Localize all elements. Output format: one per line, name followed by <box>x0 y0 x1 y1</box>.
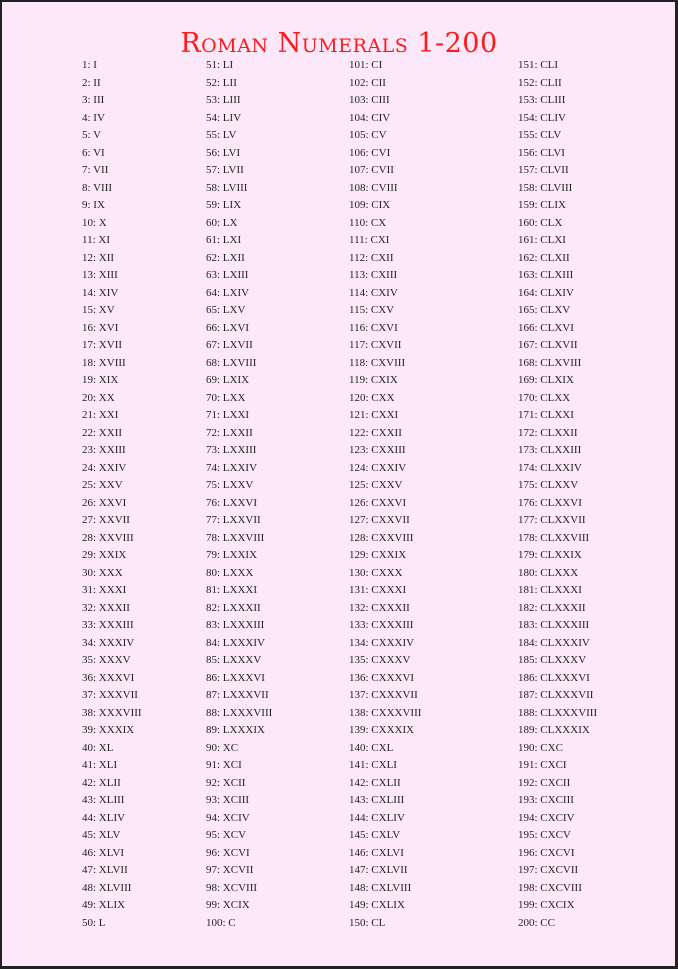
numeral-entry: 187: CLXXXVII <box>518 689 594 701</box>
numeral-entry: 157: CLVII <box>518 164 569 176</box>
numeral-entry: 191: CXCI <box>518 759 567 771</box>
numeral-entry: 17: XVII <box>82 339 123 351</box>
numeral-entry: 47: XLVII <box>82 864 128 876</box>
numeral-entry: 159: CLIX <box>518 199 566 211</box>
numeral-entry: 124: CXXIV <box>349 461 407 474</box>
numeral-entry: 30: XXX <box>82 566 123 579</box>
numeral-entry: 121: CXXI <box>349 409 399 421</box>
numeral-entry: 160: CLX <box>518 216 563 229</box>
numeral-entry: 156: CLVI <box>518 146 565 159</box>
numeral-entry: 119: CXIX <box>349 374 398 386</box>
numeral-entry: 128: CXXVIII <box>349 531 414 544</box>
numeral-entry: 24: XXIV <box>82 461 127 474</box>
numeral-entry: 27: XXVII <box>82 514 130 526</box>
numeral-entry: 105: CV <box>349 129 387 141</box>
numeral-entry: 167: CLXVII <box>518 339 578 351</box>
numeral-entry: 146: CXLVI <box>349 846 404 859</box>
numeral-entry: 99: XCIX <box>206 899 250 911</box>
numeral-entry: 63: LXIII <box>206 269 249 281</box>
numeral-entry: 175: CLXXV <box>518 479 579 491</box>
numeral-entry: 148: CXLVIII <box>349 881 412 894</box>
numeral-entry: 120: CXX <box>349 391 395 404</box>
numeral-entry: 35: XXXV <box>82 654 131 666</box>
numeral-entry: 111: CXI <box>349 234 390 246</box>
numeral-entry: 79: LXXIX <box>206 549 258 561</box>
numeral-entry: 66: LXVI <box>206 321 250 334</box>
numeral-entry: 91: XCI <box>206 759 242 771</box>
numeral-entry: 7: VII <box>82 164 109 176</box>
numeral-entry: 43: XLIII <box>82 794 125 806</box>
numeral-column-151-200 <box>518 57 597 932</box>
numeral-entry: 11: XI <box>82 234 111 246</box>
numeral-entry: 135: CXXXV <box>349 654 411 666</box>
numeral-entry: 178: CLXXVIII <box>518 531 590 544</box>
numeral-entry: 131: CXXXI <box>349 584 407 596</box>
numeral-column-51-100 <box>206 57 272 932</box>
numeral-entry: 8: VIII <box>82 181 113 194</box>
numeral-entry: 26: XXVI <box>82 496 127 509</box>
numeral-entry: 25: XXV <box>82 479 123 491</box>
numeral-entry: 183: CLXXXIII <box>518 619 590 631</box>
numeral-entry: 116: CXVI <box>349 321 398 334</box>
numeral-entry: 72: LXXII <box>206 426 253 439</box>
numeral-entry: 170: CLXX <box>518 391 571 404</box>
numeral-entry: 36: XXXVI <box>82 671 135 684</box>
numeral-entry: 97: XCVII <box>206 864 254 876</box>
numeral-entry: 152: CLII <box>518 76 562 89</box>
numeral-entry: 64: LXIV <box>206 286 250 299</box>
numeral-entry: 20: XX <box>82 391 115 404</box>
numeral-entry: 190: CXC <box>518 741 563 754</box>
numeral-entry: 33: XXXIII <box>82 619 134 631</box>
numeral-entry: 67: LXVII <box>206 339 253 351</box>
numeral-entry: 172: CLXXII <box>518 426 578 439</box>
numeral-entry: 6: VI <box>82 146 105 159</box>
numeral-entry: 169: CLXIX <box>518 374 574 386</box>
numeral-entry: 76: LXXVI <box>206 496 258 509</box>
numeral-entry: 195: CXCV <box>518 829 571 841</box>
numeral-entry: 155: CLV <box>518 129 562 141</box>
numeral-entry: 100: C <box>206 916 236 929</box>
numeral-entry: 118: CXVIII <box>349 356 406 369</box>
numeral-entry: 80: LXXX <box>206 566 254 579</box>
numeral-entry: 59: LIX <box>206 199 242 211</box>
numeral-entry: 84: LXXXIV <box>206 636 265 649</box>
numeral-entry: 142: CXLII <box>349 776 401 789</box>
numeral-entry: 184: CLXXXIV <box>518 636 590 649</box>
numeral-entry: 60: LX <box>206 216 238 229</box>
numeral-entry: 93: XCIII <box>206 794 250 806</box>
numeral-entry: 29: XXIX <box>82 549 127 561</box>
numeral-entry: 77: LXXVII <box>206 514 261 526</box>
numeral-entry: 81: LXXXI <box>206 584 258 596</box>
numeral-entry: 82: LXXXII <box>206 601 261 614</box>
numeral-entry: 165: CLXV <box>518 304 571 316</box>
numeral-entry: 3: III <box>82 94 105 106</box>
numeral-entry: 126: CXXVI <box>349 496 407 509</box>
numeral-entry: 74: LXXIV <box>206 461 258 474</box>
numeral-entry: 176: CLXXVI <box>518 496 582 509</box>
numeral-entry: 49: XLIX <box>82 899 126 911</box>
numeral-column-101-150 <box>349 57 421 932</box>
numeral-entry: 186: CLXXXVI <box>518 671 590 684</box>
numeral-entry: 41: XLI <box>82 759 118 771</box>
numeral-entry: 54: LIV <box>206 111 242 124</box>
numeral-entry: 51: LI <box>206 59 234 71</box>
numeral-entry: 104: CIV <box>349 111 391 124</box>
numeral-entry: 92: XCII <box>206 776 246 789</box>
numeral-entry: 71: LXXI <box>206 409 250 421</box>
numeral-entry: 158: CLVIII <box>518 181 573 194</box>
numeral-entry: 90: XC <box>206 741 239 754</box>
numeral-entry: 193: CXCIII <box>518 794 574 806</box>
numeral-entry: 48: XLVIII <box>82 881 132 894</box>
numeral-entry: 127: CXXVII <box>349 514 410 526</box>
numeral-entry: 5: V <box>82 129 102 141</box>
numeral-entry: 139: CXXXIX <box>349 724 415 736</box>
numeral-entry: 154: CLIV <box>518 111 566 124</box>
numeral-entry: 22: XXII <box>82 426 123 439</box>
numeral-entry: 37: XXXVII <box>82 689 138 701</box>
numeral-entry: 89: LXXXIX <box>206 724 265 736</box>
numeral-entry: 32: XXXII <box>82 601 130 614</box>
numeral-entry: 113: CXIII <box>349 269 398 281</box>
numeral-entry: 53: LIII <box>206 94 241 106</box>
numeral-entry: 56: LVI <box>206 146 241 159</box>
numeral-entry: 109: CIX <box>349 199 391 211</box>
numeral-entry: 15: XV <box>82 304 115 316</box>
numeral-entry: 34: XXXIV <box>82 636 135 649</box>
numeral-entry: 42: XLII <box>82 776 121 789</box>
numeral-entry: 14: XIV <box>82 286 119 299</box>
numeral-entry: 96: XCVI <box>206 846 250 859</box>
numeral-entry: 174: CLXXIV <box>518 461 582 474</box>
numeral-entry: 189: CLXXXIX <box>518 724 590 736</box>
numeral-entry: 171: CLXXI <box>518 409 574 421</box>
numeral-entry: 44: XLIV <box>82 811 126 824</box>
numeral-entry: 58: LVIII <box>206 181 248 194</box>
numeral-entry: 123: CXXIII <box>349 444 406 456</box>
numeral-entry: 31: XXXI <box>82 584 127 596</box>
numeral-entry: 45: XLV <box>82 829 121 841</box>
numeral-entry: 107: CVII <box>349 164 394 176</box>
page-title: Roman Numerals 1-200 <box>180 28 498 60</box>
numeral-entry: 115: CXV <box>349 304 395 316</box>
numeral-entry: 102: CII <box>349 76 386 89</box>
numeral-entry: 95: XCV <box>206 829 247 841</box>
numeral-entry: 1: I <box>82 59 97 71</box>
numeral-entry: 101: CI <box>349 59 383 71</box>
numeral-entry: 62: LXII <box>206 251 245 264</box>
numeral-entry: 23: XXIII <box>82 444 126 456</box>
numeral-entry: 177: CLXXVII <box>518 514 586 526</box>
numeral-entry: 70: LXX <box>206 391 246 404</box>
numeral-entry: 129: CXXIX <box>349 549 407 561</box>
numeral-entry: 78: LXXVIII <box>206 531 265 544</box>
numeral-entry: 88: LXXXVIII <box>206 706 273 719</box>
numeral-entry: 181: CLXXXI <box>518 584 582 596</box>
numeral-entry: 168: CLXVIII <box>518 356 582 369</box>
numeral-entry: 18: XVIII <box>82 356 126 369</box>
numeral-entry: 144: CXLIV <box>349 811 405 824</box>
numeral-entry: 198: CXCVIII <box>518 881 582 894</box>
numeral-entry: 28: XXVIII <box>82 531 134 544</box>
numeral-entry: 137: CXXXVII <box>349 689 418 701</box>
numeral-entry: 114: CXIV <box>349 286 398 299</box>
numeral-entry: 65: LXV <box>206 304 246 316</box>
numeral-entry: 87: LXXXVII <box>206 689 269 701</box>
numeral-entry: 136: CXXXVI <box>349 671 415 684</box>
numeral-entry: 147: CXLVII <box>349 864 408 876</box>
numeral-entry: 122: CXXII <box>349 426 402 439</box>
numeral-entry: 106: CVI <box>349 146 391 159</box>
numeral-entry: 180: CLXXX <box>518 566 579 579</box>
numeral-entry: 173: CLXXIII <box>518 444 582 456</box>
numeral-entry: 39: XXXIX <box>82 724 135 736</box>
numeral-entry: 162: CLXII <box>518 251 570 264</box>
numeral-entry: 200: CC <box>518 916 555 929</box>
numeral-entry: 40: XL <box>82 741 114 754</box>
numeral-entry: 150: CL <box>349 916 386 929</box>
numeral-entry: 133: CXXXIII <box>349 619 414 631</box>
numeral-entry: 134: CXXXIV <box>349 636 415 649</box>
numeral-column-1-50 <box>82 57 142 932</box>
numeral-entry: 94: XCIV <box>206 811 250 824</box>
numeral-entry: 16: XVI <box>82 321 119 334</box>
numeral-entry: 50: L <box>82 916 106 929</box>
numeral-entry: 132: CXXXII <box>349 601 410 614</box>
numeral-entry: 188: CLXXXVIII <box>518 706 598 719</box>
numeral-entry: 112: CXII <box>349 251 394 264</box>
numeral-entry: 68: LXVIII <box>206 356 257 369</box>
numeral-entry: 86: LXXXVI <box>206 671 265 684</box>
numeral-entry: 61: LXI <box>206 234 242 246</box>
numeral-entry: 138: CXXXVIII <box>349 706 422 719</box>
numeral-entry: 19: XIX <box>82 374 119 386</box>
numeral-entry: 85: LXXXV <box>206 654 262 666</box>
numeral-entry: 108: CVIII <box>349 181 398 194</box>
numeral-entry: 13: XIII <box>82 269 118 281</box>
numeral-entry: 2: II <box>82 76 101 89</box>
numeral-entry: 194: CXCIV <box>518 811 575 824</box>
numeral-entry: 73: LXXIII <box>206 444 257 456</box>
numeral-entry: 21: XXI <box>82 409 119 421</box>
numeral-entry: 166: CLXVI <box>518 321 574 334</box>
numeral-entry: 46: XLVI <box>82 846 125 859</box>
numeral-entry: 55: LV <box>206 129 237 141</box>
numeral-entry: 161: CLXI <box>518 234 566 246</box>
numeral-entry: 140: CXL <box>349 741 394 754</box>
numeral-entry: 143: CXLIII <box>349 794 405 806</box>
numeral-entry: 57: LVII <box>206 164 244 176</box>
numeral-entry: 153: CLIII <box>518 94 566 106</box>
numeral-entry: 197: CXCVII <box>518 864 579 876</box>
numeral-entry: 164: CLXIV <box>518 286 574 299</box>
numeral-entry: 12: XII <box>82 251 115 264</box>
numeral-entry: 98: XCVIII <box>206 881 258 894</box>
numeral-entry: 192: CXCII <box>518 776 571 789</box>
numeral-entry: 83: LXXXIII <box>206 619 265 631</box>
numeral-entry: 130: CXXX <box>349 566 403 579</box>
numeral-entry: 182: CLXXXII <box>518 601 586 614</box>
numeral-entry: 52: LII <box>206 76 237 89</box>
numeral-entry: 125: CXXV <box>349 479 403 491</box>
numeral-entry: 117: CXVII <box>349 339 402 351</box>
numeral-entry: 141: CXLI <box>349 759 397 771</box>
numeral-entry: 4: IV <box>82 111 105 124</box>
numeral-entry: 149: CXLIX <box>349 899 405 911</box>
numeral-entry: 110: CX <box>349 216 387 229</box>
numeral-entry: 196: CXCVI <box>518 846 575 859</box>
numeral-entry: 38: XXXVIII <box>82 706 142 719</box>
numeral-entry: 185: CLXXXV <box>518 654 587 666</box>
numeral-entry: 199: CXCIX <box>518 899 575 911</box>
numeral-entry: 75: LXXV <box>206 479 254 491</box>
numeral-entry: 179: CLXXIX <box>518 549 582 561</box>
numeral-entry: 151: CLI <box>518 59 559 71</box>
numeral-entry: 103: CIII <box>349 94 390 106</box>
numeral-entry: 10: X <box>82 216 107 229</box>
numeral-entry: 163: CLXIII <box>518 269 574 281</box>
numeral-entry: 9: IX <box>82 199 105 211</box>
numeral-entry: 69: LXIX <box>206 374 250 386</box>
numeral-entry: 145: CXLV <box>349 829 401 841</box>
